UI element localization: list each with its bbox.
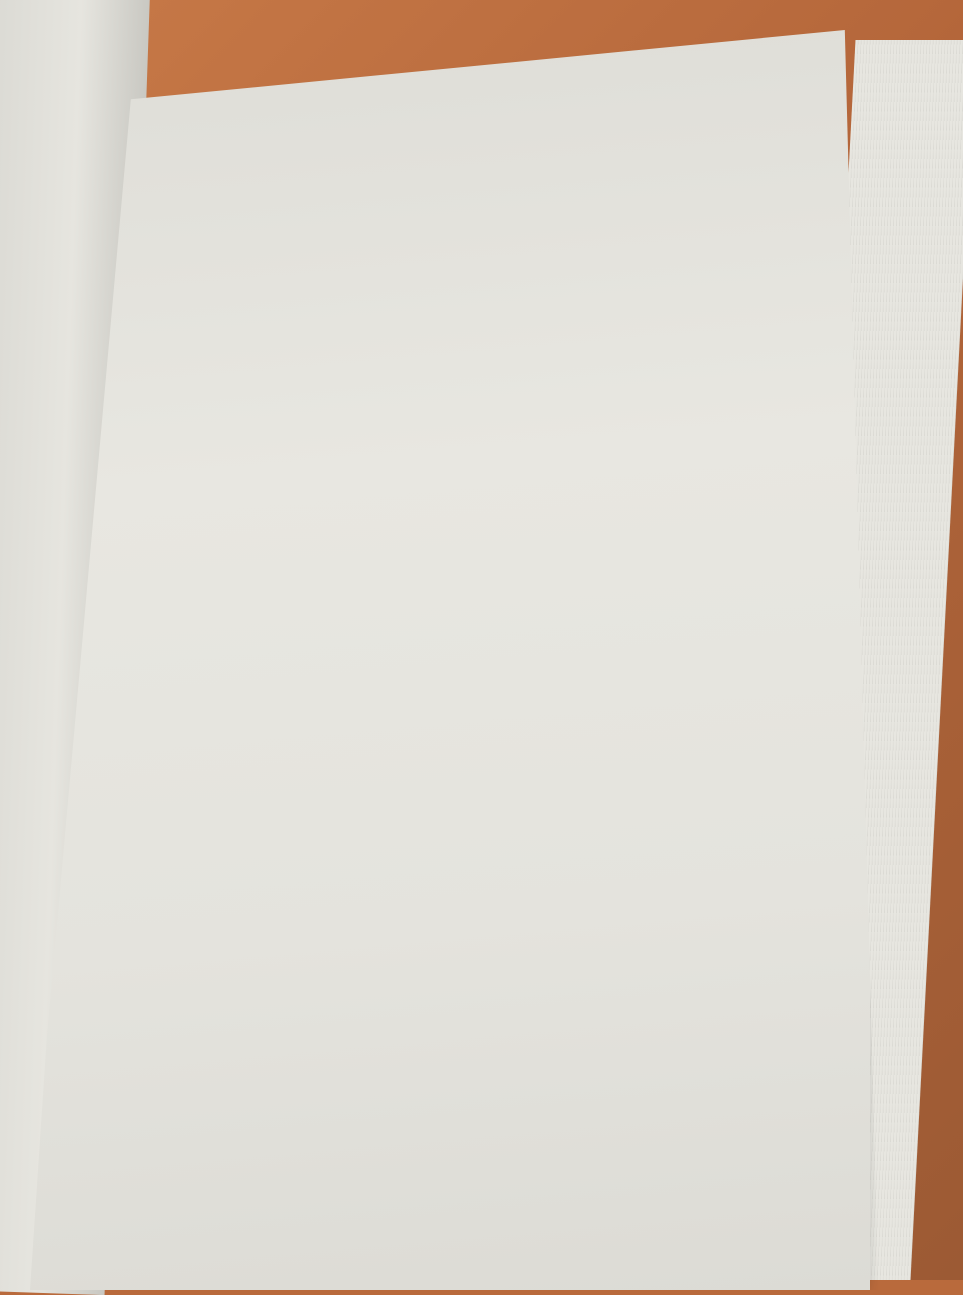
bottom-paragraph — [90, 728, 810, 738]
right-page — [30, 30, 870, 1290]
left-page-text — [0, 11, 149, 16]
